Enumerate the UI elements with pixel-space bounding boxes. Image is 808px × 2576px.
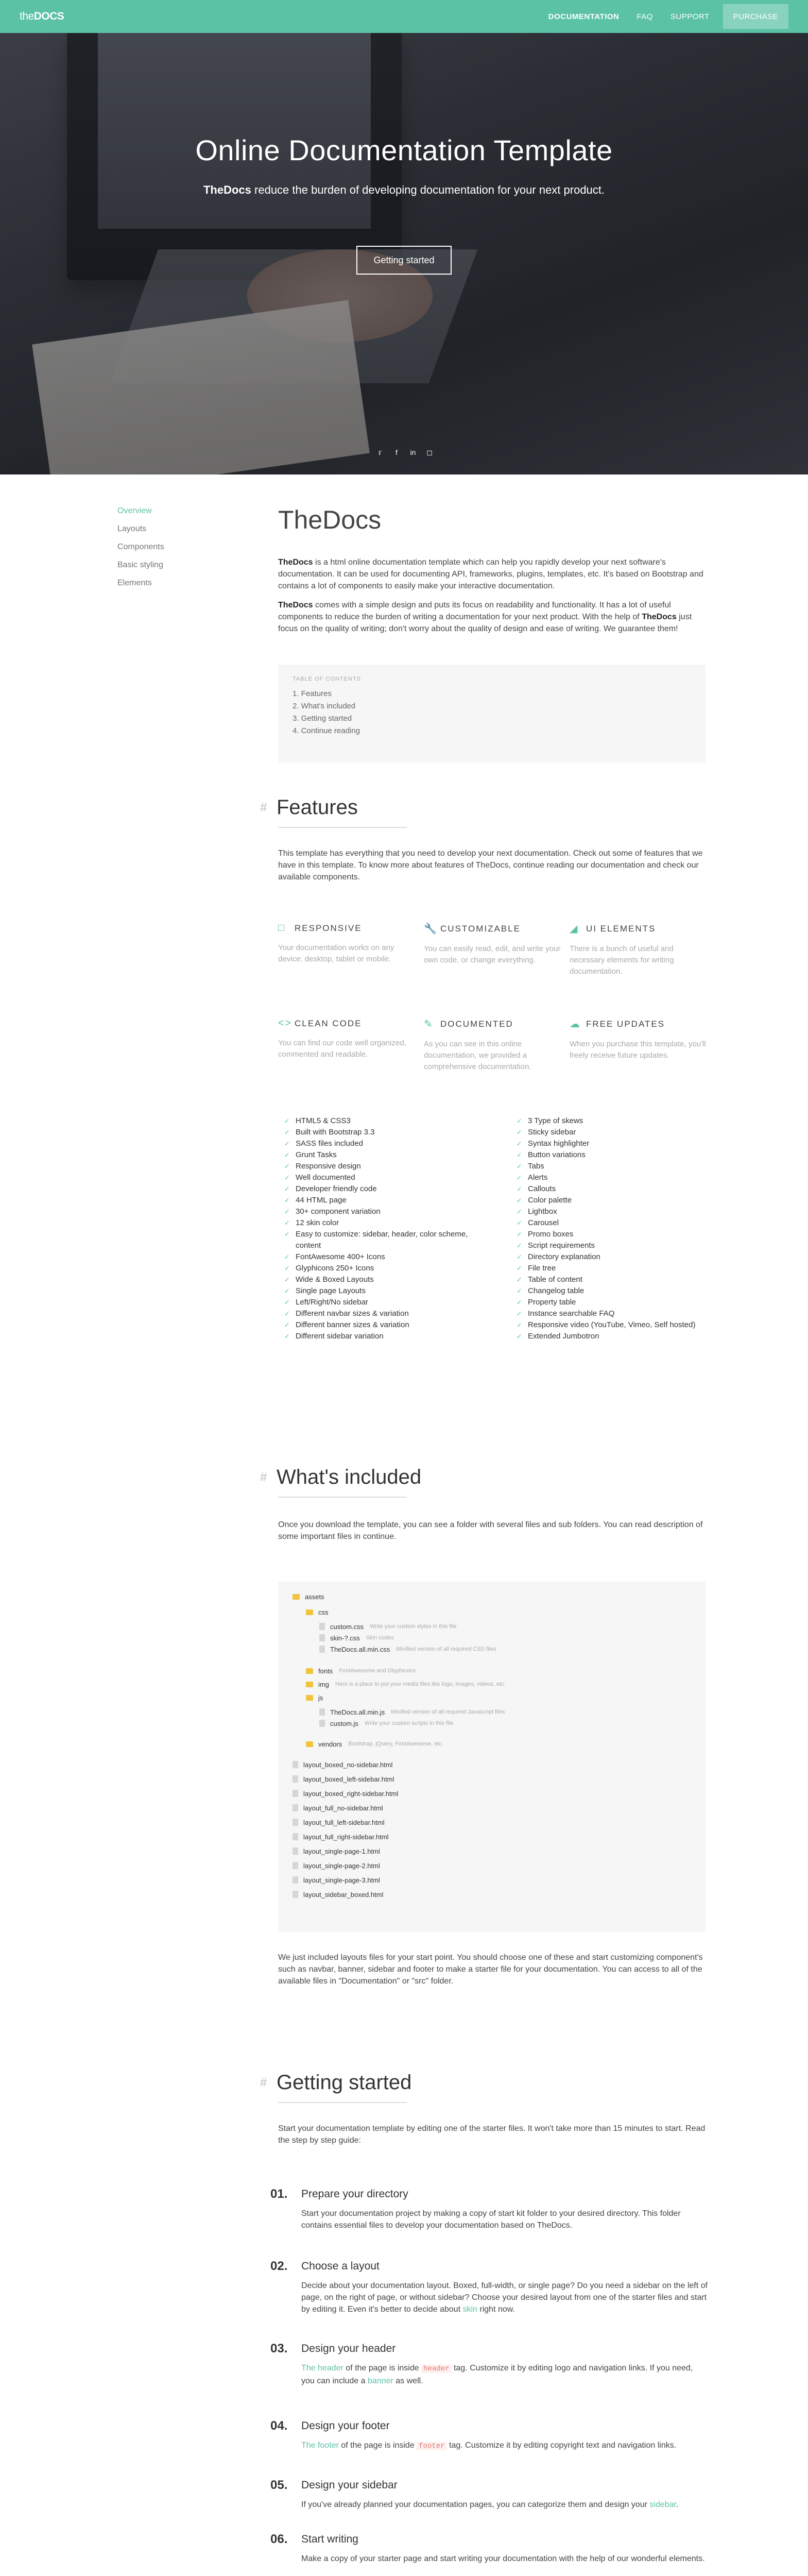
tree-file <box>293 1773 394 1785</box>
tree-item-name: layout_full_right-sidebar.html <box>303 1833 389 1841</box>
tree-item-name: custom.css <box>330 1622 364 1631</box>
file-tree <box>278 1582 706 1932</box>
file-icon <box>293 1790 298 1797</box>
tree-item-comment: Write your custom scripts in this file <box>364 1720 454 1726</box>
tree-item-name: layout_single-page-3.html <box>303 1876 380 1884</box>
feature-list-item: ✓ Changelog table <box>517 1285 712 1297</box>
tree-item-name: layout_boxed_no-sidebar.html <box>303 1760 393 1769</box>
file-icon <box>319 1634 325 1641</box>
tree-file <box>319 1632 394 1643</box>
tree-folder <box>306 1692 323 1703</box>
linkedin-icon[interactable]: in <box>410 448 416 456</box>
feature-list-item: ✓ Alerts <box>517 1172 712 1183</box>
nav-documentation[interactable]: DOCUMENTATION <box>548 12 620 21</box>
anchor-icon[interactable]: # <box>260 800 267 815</box>
feature-list-item: ✓ Grunt Tasks <box>284 1149 480 1161</box>
feature-list-item: ✓ Callouts <box>517 1183 712 1195</box>
tree-item-name: assets <box>305 1592 324 1601</box>
feature-list-item: ✓ Property table <box>517 1297 712 1308</box>
feature-list-item: ✓ Sticky sidebar <box>517 1127 712 1138</box>
tree-item-name: js <box>318 1693 323 1702</box>
overview-text <box>278 556 706 642</box>
feature-list-item: ✓ Carousel <box>517 1217 712 1229</box>
banner-link[interactable]: banner <box>367 2377 393 2385</box>
tree-folder <box>293 1591 324 1602</box>
feature-list-item: ✓ Left/Right/No sidebar <box>284 1297 480 1308</box>
edit-icon: ✎ <box>424 1019 434 1030</box>
footer-link[interactable]: The footer <box>301 2441 339 2450</box>
tree-item-name: layout_full_no-sidebar.html <box>303 1804 383 1812</box>
hero-title: Online Documentation Template <box>195 134 613 166</box>
toc-item[interactable]: 2. What's included <box>293 702 356 710</box>
feature-list-item: ✓ Syntax highlighter <box>517 1138 712 1149</box>
tree-item-name: TheDocs.all.min.css <box>330 1645 390 1653</box>
tree-item-name: layout_boxed_right-sidebar.html <box>303 1789 399 1798</box>
tree-item-comment: Minified version of all required Javascript files <box>391 1709 505 1715</box>
tree-item-name: layout_single-page-2.html <box>303 1861 380 1870</box>
tree-file <box>293 1802 383 1814</box>
toc-item[interactable]: 3. Getting started <box>293 714 352 723</box>
feature-list-item: ✓ Easy to customize: sidebar, header, color scheme, content <box>284 1229 480 1251</box>
nav-support[interactable]: SUPPORT <box>670 12 710 21</box>
tree-item-name: fonts <box>318 1667 333 1675</box>
tree-item-comment: Skin codes <box>366 1635 394 1641</box>
page-title: TheDocs <box>278 505 382 534</box>
feature-card-clean-code: <> CLEAN CODE You can find our code well organized, commented and readable. <box>278 1018 406 1059</box>
hero-subtitle: TheDocs reduce the burden of developing documentation for your next product. <box>203 183 605 196</box>
file-icon <box>293 1891 298 1898</box>
feature-list-item: ✓ Different navbar sizes & variation <box>284 1308 480 1319</box>
tree-file <box>319 1706 505 1718</box>
feature-list-item: ✓ Tabs <box>517 1161 712 1172</box>
feature-card-ui-elements: ◢ UI ELEMENTS There is a bunch of useful and necessary elements for writing documentation. <box>570 923 674 976</box>
tree-file <box>293 1831 388 1842</box>
feature-list-item: ✓ 3 Type of skews <box>517 1115 712 1127</box>
tree-item-comment: FontAwesome and Glyphicons <box>339 1668 416 1674</box>
tree-item-name: layout_boxed_left-sidebar.html <box>303 1775 394 1783</box>
file-icon <box>293 1862 298 1869</box>
tree-item-name: img <box>318 1680 329 1688</box>
file-icon <box>293 1876 298 1884</box>
tree-item-name: TheDocs.all.min.js <box>330 1708 385 1716</box>
file-icon <box>293 1761 298 1768</box>
file-icon <box>319 1623 325 1630</box>
feature-list-left <box>284 1115 480 1342</box>
file-icon <box>293 1804 298 1811</box>
feature-list-item: ✓ Responsive design <box>284 1161 480 1172</box>
feature-list-item: ✓ File tree <box>517 1263 712 1274</box>
tree-file <box>293 1788 398 1799</box>
feature-list-item: ✓ Single page Layouts <box>284 1285 480 1297</box>
feature-card-free-updates: ☁ FREE UPDATES When you purchase this template, you'll freely receive future updates. <box>570 1019 706 1060</box>
file-icon <box>293 1833 298 1840</box>
hero-banner <box>0 33 808 474</box>
layers-icon: ◢ <box>570 923 579 935</box>
sidebar-item-layouts[interactable]: Layouts <box>117 524 147 533</box>
folder-icon <box>293 1594 300 1600</box>
getting-intro <box>278 2123 706 2154</box>
feature-list-item: ✓ Different sidebar variation <box>284 1331 480 1342</box>
feature-list-item: ✓ Glyphicons 250+ Icons <box>284 1263 480 1274</box>
tree-file <box>319 1718 453 1729</box>
getting-intro-text: Start your documentation template by editing one of the starter files. It won't take more than 15 minutes to start. Read the step by step guide: <box>278 2124 706 2145</box>
included-outro <box>278 1952 706 1994</box>
toc-item[interactable]: 4. Continue reading <box>293 726 360 735</box>
tree-file <box>293 1817 385 1828</box>
feature-card-responsive: □ RESPONSIVE Your documentation works on any device: desktop, tablet or mobile. <box>278 922 394 963</box>
sidebar <box>117 502 220 592</box>
header-link[interactable]: The header <box>301 2364 343 2372</box>
tree-item-name: layout_sidebar_boxed.html <box>303 1890 384 1899</box>
folder-icon <box>306 1668 313 1674</box>
facebook-icon[interactable]: f <box>396 448 398 456</box>
tree-folder <box>306 1606 329 1618</box>
tree-file <box>293 1845 380 1857</box>
feature-list-item: ✓ Button variations <box>517 1149 712 1161</box>
feature-list-item: ✓ Directory explanation <box>517 1251 712 1263</box>
nav-faq[interactable]: FAQ <box>637 12 653 21</box>
feature-list-item: ✓ SASS files included <box>284 1138 480 1149</box>
tree-item-comment: Minified version of all required CSS files <box>396 1646 496 1652</box>
tree-folder <box>306 1665 416 1676</box>
table-of-contents <box>278 665 706 762</box>
tree-folder <box>306 1679 506 1690</box>
tree-item-comment: Bootstrap, jQuery, FontAwesome, etc. <box>348 1741 444 1747</box>
sidebar-item-overview[interactable]: Overview <box>117 506 152 515</box>
folder-icon <box>306 1609 313 1615</box>
getting-started-heading: # Getting started <box>260 2071 412 2094</box>
feature-card-customizable: 🔧 CUSTOMIZABLE You can easily read, edit, and write your own code, or change everything. <box>424 923 561 964</box>
file-icon <box>293 1775 298 1783</box>
included-intro-text: Once you download the template, you can see a folder with several files and sub folders. You can read description of some important files in continue. <box>278 1520 703 1541</box>
tree-item-name: vendors <box>318 1740 342 1748</box>
tree-file <box>319 1621 457 1632</box>
tree-item-name: skin-?.css <box>330 1634 360 1642</box>
included-intro <box>278 1519 706 1550</box>
file-icon <box>319 1708 325 1716</box>
overview-paragraph-2: TheDocs comes with a simple design and puts its focus on readability and functionality. It has a lot of useful components to reduce the burden of writing a documentation for your next product. With the help of TheDocs just focus on the quality of writing; don't worry about the quality of design and ease of writing. We guarantee them! <box>278 601 692 633</box>
tree-file <box>293 1860 380 1871</box>
feature-list-item: ✓ Different banner sizes & variation <box>284 1319 480 1331</box>
features-intro <box>278 848 706 890</box>
file-icon <box>319 1720 325 1727</box>
feature-list-item: ✓ Instance searchable FAQ <box>517 1308 712 1319</box>
file-icon <box>293 1819 298 1826</box>
whats-included-heading: # What's included <box>260 1466 422 1488</box>
tree-item-name: layout_single-page-1.html <box>303 1847 380 1855</box>
feature-list-item: ✓ 30+ component variation <box>284 1206 480 1217</box>
feature-list-right <box>517 1115 712 1342</box>
divider <box>278 1497 407 1498</box>
toc-label: TABLE OF CONTENTS <box>293 676 361 682</box>
tree-file <box>293 1759 392 1770</box>
sidebar-item-elements[interactable]: Elements <box>117 579 152 587</box>
divider <box>278 827 407 828</box>
cloud-download-icon: ☁ <box>570 1019 581 1030</box>
tree-folder <box>306 1738 443 1750</box>
feature-list-item: ✓ FontAwesome 400+ Icons <box>284 1251 480 1263</box>
wrench-icon: 🔧 <box>424 923 438 935</box>
feature-list-item: ✓ Extended Jumbotron <box>517 1331 712 1342</box>
logo[interactable]: theDOCS <box>20 10 64 22</box>
feature-list-item: ✓ Wide & Boxed Layouts <box>284 1274 480 1285</box>
getting-started-button[interactable]: Getting started <box>356 246 452 275</box>
anchor-icon[interactable]: # <box>260 1470 267 1484</box>
feature-list-item: ✓ Responsive video (YouTube, Vimeo, Self hosted) <box>517 1319 712 1331</box>
feature-list-item: ✓ Lightbox <box>517 1206 712 1217</box>
social-links <box>376 448 434 457</box>
code-icon: □ <box>278 922 286 934</box>
folder-icon <box>306 1741 313 1747</box>
code-bracket-icon: <> <box>278 1018 293 1029</box>
overview-paragraph-1: TheDocs is a html online documentation template which can help you rapidly develop your next software's documentation. It can be used for documenting API, frameworks, plugins, templates, etc. It's based on Bootstrap and contains a lot of components to easily make your interactive documentation. <box>278 558 703 590</box>
feature-list-item: ✓ Well documented <box>284 1172 480 1183</box>
tree-item-comment: Here is a place to put your media files like logo, images, videos, etc. <box>335 1681 506 1687</box>
tree-file <box>319 1643 496 1655</box>
purchase-button[interactable]: PURCHASE <box>723 4 788 29</box>
folder-icon <box>306 1695 313 1701</box>
skin-link[interactable]: skin <box>462 2305 477 2314</box>
feature-list-item: ✓ Table of content <box>517 1274 712 1285</box>
tree-item-name: layout_full_left-sidebar.html <box>303 1818 385 1826</box>
sidebar-item-basic-styling[interactable]: Basic styling <box>117 561 163 569</box>
toc-item[interactable]: 1. Features <box>293 689 332 698</box>
feature-card-documented: ✎ DOCUMENTED As you can see in this online documentation, we provided a comprehensive documentation. <box>424 1019 531 1071</box>
instagram-icon[interactable]: ◻ <box>426 448 433 456</box>
tree-file <box>293 1874 380 1886</box>
tree-item-name: css <box>318 1608 329 1616</box>
features-intro-text: This template has everything that you need to develop your next documentation. Check out some of features that we have in this template. To know more about features of TheDocs, continue reading our documentation and check our available components. <box>278 849 703 882</box>
main-nav <box>531 0 788 33</box>
feature-list-item: ✓ Built with Bootstrap 3.3 <box>284 1127 480 1138</box>
feature-list-item: ✓ Developer friendly code <box>284 1183 480 1195</box>
divider <box>278 2102 407 2103</box>
file-icon <box>293 1848 298 1855</box>
sidebar-item-components[interactable]: Components <box>117 543 164 551</box>
feature-list-item: ✓ Script requirements <box>517 1240 712 1251</box>
feature-list-item: ✓ 44 HTML page <box>284 1195 480 1206</box>
top-navbar <box>0 0 808 33</box>
tree-item-name: custom.js <box>330 1719 358 1727</box>
feature-list-item: ✓ 12 skin color <box>284 1217 480 1229</box>
included-outro-text: We just included layouts files for your start point. You should choose one of these and start customizing component's such as navbar, banner, sidebar and footer to make a starter file for your documentation. You can access to all of the available files in "Documentation" or "src" folder. <box>278 1953 703 1986</box>
tree-file <box>293 1889 383 1900</box>
feature-list-item: ✓ HTML5 & CSS3 <box>284 1115 480 1127</box>
feature-list-item: ✓ Color palette <box>517 1195 712 1206</box>
anchor-icon[interactable]: # <box>260 2075 267 2090</box>
features-heading: # Features <box>260 796 358 819</box>
twitter-icon[interactable]: 𝕣 <box>378 448 382 456</box>
folder-icon <box>306 1682 313 1687</box>
feature-list-item: ✓ Promo boxes <box>517 1229 712 1240</box>
tree-item-comment: Write your custom styles in this file <box>370 1623 457 1630</box>
sidebar-link[interactable]: sidebar <box>649 2500 676 2509</box>
file-icon <box>319 1646 325 1653</box>
